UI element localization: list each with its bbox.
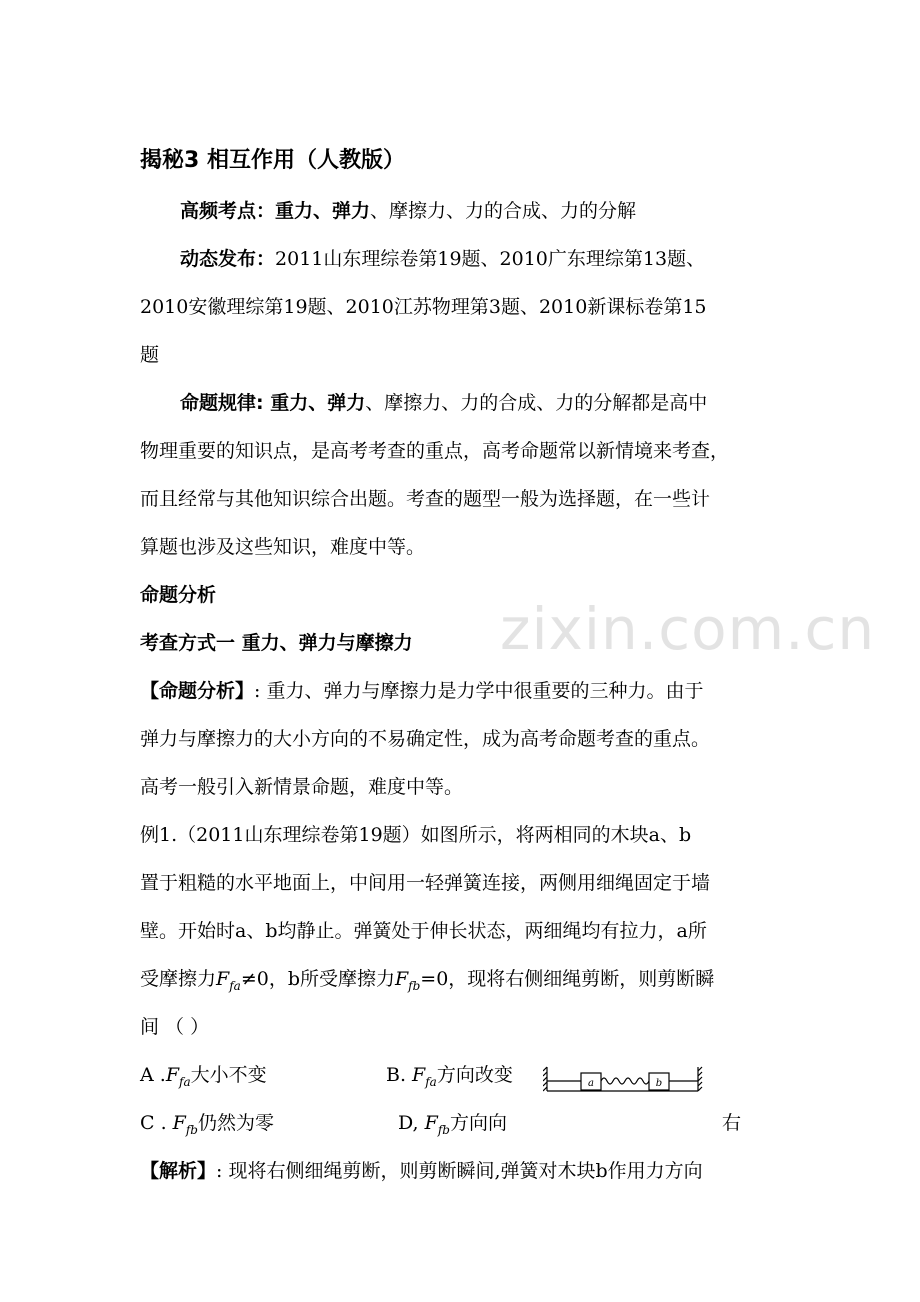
release-line-2: 2010安徽理综第19题、2010江苏物理第3题、2010新课标卷第15: [140, 296, 707, 318]
solution-label: 【解析】: [140, 1160, 217, 1182]
option-c: C . $F_{fb}$仍然为零: [140, 1112, 274, 1137]
rule-line-2: 物理重要的知识点，是高考考查的重点，高考命题常以新情境来考查，: [140, 440, 730, 462]
release-line-3: 题: [140, 344, 160, 366]
method-title: 考查方式一 重力、弹力与摩擦力: [140, 632, 413, 654]
example-line-2: 置于粗糙的水平地面上，中间用一轻弹簧连接，两侧用细绳固定于墙: [140, 872, 711, 894]
force-fa-symbol: $F_{fa}$: [216, 968, 241, 993]
section-title: 命题分析: [140, 584, 217, 606]
option-d-tail: 右: [722, 1112, 742, 1134]
analysis-line-3: 高考一般引入新情景命题，难度中等。: [140, 776, 464, 798]
watermark: zixin.com.cn: [500, 595, 876, 663]
force-fb-symbol: $F_{fb}$: [394, 968, 421, 993]
option-a: A $.F_{fa}$大小不变: [140, 1064, 267, 1089]
option-d: D, $F_{fb}$方向向: [398, 1112, 507, 1137]
block-a-label: a: [588, 1078, 594, 1089]
rule-label: 命题规律:: [180, 392, 264, 414]
solution-text: : 现将右侧细绳剪断，则剪断瞬间,弹簧对木块b作用力方向: [216, 1160, 703, 1182]
option-b: B. $F_{fa}$方向改变: [386, 1064, 513, 1089]
release-label: 动态发布：: [180, 248, 276, 270]
example-text-4a: 受摩擦力: [140, 968, 217, 990]
example-line-1: 例1.（2011山东理综卷第19题）如图所示，将两相同的木块a、b: [140, 824, 692, 846]
hotspots-rest: 、摩擦力、力的合成、力的分解: [370, 200, 637, 222]
release-text-1: 2011山东理综卷第19题、2010广东理综第13题、: [275, 248, 706, 270]
solution-line: [140, 1158, 703, 1184]
rule-text-1: 、摩擦力、力的合成、力的分解都是高中: [365, 392, 708, 414]
spring: [601, 1078, 649, 1084]
example-line-4: [140, 966, 714, 999]
rule-bold-items: 重力、弹力: [263, 392, 366, 414]
hotspots-bold-items: 重力、弹力: [275, 200, 371, 222]
release-line-1: [180, 246, 705, 272]
analysis-line-1: [140, 678, 703, 704]
rule-line-1: [180, 390, 707, 416]
hotspots-label: 高频考点：: [180, 200, 276, 222]
rule-line-4: 算题也涉及这些知识，难度中等。: [140, 536, 426, 558]
example-line-3: 壁。开始时a、b均静止。弹簧处于伸长状态，两细绳均有拉力，a所: [140, 920, 707, 942]
rule-line-3: 而且经常与其他知识综合出题。考查的题型一般为选择题，在一些计: [140, 488, 711, 510]
block-b-label: b: [655, 1078, 663, 1089]
example-text-4c: =0，现将右侧细绳剪断，则剪断瞬: [420, 968, 715, 990]
example-text-4b: ≠0，b所受摩擦力: [240, 968, 395, 990]
page-title: 揭秘3 相互作用（人教版）: [140, 148, 405, 173]
spring-blocks-figure: [543, 1063, 703, 1095]
analysis-line-2: 弹力与摩擦力的大小方向的不易确定性，成为高考命题考查的重点。: [140, 728, 711, 750]
example-line-5: 间 （ ）: [140, 1016, 210, 1038]
analysis-text-1: : 重力、弹力与摩擦力是力学中很重要的三种力。由于: [254, 680, 704, 702]
analysis-label: 【命题分析】: [140, 680, 255, 702]
hotspots-line: [180, 198, 636, 224]
